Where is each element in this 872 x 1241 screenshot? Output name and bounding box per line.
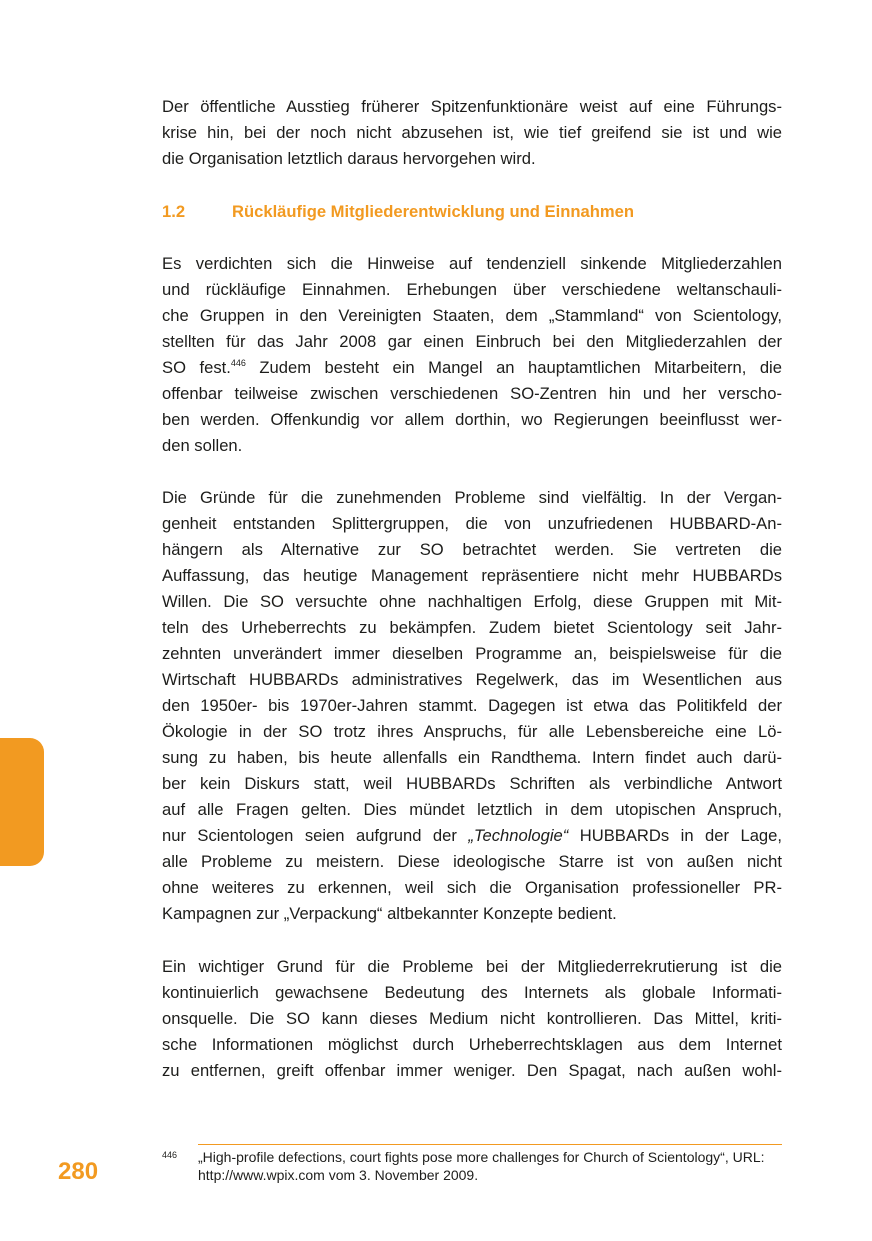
text-line: kontinuierlich gewachsene Bedeutung des Internets als globale Informati- — [162, 983, 782, 1002]
text-line: krise hin, bei der noch nicht abzusehen ist, wie tief greifend sie ist und wie — [162, 123, 782, 142]
footnote-url-line[interactable]: http://www.wpix.com vom 3. November 2009. — [198, 1167, 479, 1183]
emphasis-technologie: „Technologie“ — [468, 826, 569, 845]
text-line: sung zu haben, bis heute allenfalls ein Randthema. Intern findet auch darü- — [162, 748, 782, 767]
footnote-line: „High-profile defections, court fights pose more challenges for Church of Scientology“, URL: — [198, 1149, 765, 1165]
text-line: ohne weiteres zu erkennen, weil sich die Organisation professioneller PR- — [162, 878, 782, 897]
text-line: ber kein Diskurs statt, weil HUBBARDs Schriften als verbindliche Antwort — [162, 774, 782, 793]
section-title: Rückläufige Mitgliederentwicklung und Einnahmen — [232, 202, 634, 221]
paragraph-1 — [162, 251, 782, 459]
paragraph-2 — [162, 485, 782, 927]
text-line — [162, 355, 782, 381]
text-line: Es verdichten sich die Hinweise auf tendenziell sinkende Mitgliederzahlen — [162, 254, 782, 273]
text-fragment: SO fest. — [162, 358, 231, 377]
page-number: 280 — [58, 1158, 99, 1185]
text-line: auf alle Fragen gelten. Dies mündet letztlich in dem utopischen Anspruch, — [162, 800, 782, 819]
intro-paragraph — [162, 94, 782, 172]
text-line: alle Probleme zu meistern. Diese ideologische Starre ist von außen nicht — [162, 852, 782, 871]
text-fragment: HUBBARDs in der Lage, — [568, 826, 782, 845]
text-line: onsquelle. Die SO kann dieses Medium nicht kontrollieren. Das Mittel, kriti- — [162, 1009, 782, 1028]
text-line: hängern als Alternative zur SO betrachtet werden. Sie vertreten die — [162, 540, 782, 559]
text-line: Ökologie in der SO trotz ihres Anspruchs, für alle Lebensbereiche eine Lö- — [162, 722, 782, 741]
text-line: zu entfernen, greift offenbar immer weniger. Den Spagat, nach außen wohl- — [162, 1061, 782, 1080]
footnote-text — [198, 1148, 782, 1184]
text-line: genheit entstanden Splittergruppen, die von unzufriedenen HUBBARD-An- — [162, 514, 782, 533]
text-line: Ein wichtiger Grund für die Probleme bei der Mitgliederrekrutierung ist die — [162, 957, 782, 976]
footnote-number: 446 — [162, 1150, 178, 1160]
text-line: Wirtschaft HUBBARDs administratives Regelwerk, das im Wesentlichen aus — [162, 670, 782, 689]
section-number: 1.2 — [162, 202, 186, 221]
text-line: stellten für das Jahr 2008 gar einen Einbruch bei den Mitgliederzahlen der — [162, 332, 782, 351]
text-line: offenbar teilweise zwischen verschiedenen SO-Zentren hin und her verscho- — [162, 384, 782, 403]
text-line: Die Gründe für die zunehmenden Probleme sind vielfältig. In der Vergan- — [162, 488, 782, 507]
footnote-divider — [198, 1144, 782, 1145]
text-line: zehnten unverändert immer dieselben Programme an, beispielsweise für die — [162, 644, 782, 663]
text-fragment: nur Scientologen seien aufgrund der — [162, 826, 469, 845]
text-line — [162, 823, 782, 849]
footnote-reference[interactable]: 446 — [230, 358, 246, 368]
text-line: und rückläufige Einnahmen. Erhebungen über verschiedene weltanschauli- — [162, 280, 782, 299]
text-line: Der öffentliche Ausstieg früherer Spitzenfunktionäre weist auf eine Führungs- — [162, 97, 782, 116]
text-line: Auffassung, das heutige Management repräsentiere nicht mehr HUBBARDs — [162, 566, 782, 585]
paragraph-3 — [162, 954, 782, 1084]
text-fragment: Zudem besteht ein Mangel an hauptamtlichen Mitarbeitern, die — [245, 358, 782, 377]
text-line: den 1950er- bis 1970er-Jahren stammt. Dagegen ist etwa das Politikfeld der — [162, 696, 782, 715]
text-line: Kampagnen zur „Verpackung“ altbekannter Konzepte bedient. — [162, 904, 617, 923]
text-line: den sollen. — [162, 436, 243, 455]
text-line: che Gruppen in den Vereinigten Staaten, dem „Stammland“ von Scientology, — [162, 306, 782, 325]
text-line: teln des Urheberrechts zu bekämpfen. Zudem bietet Scientology seit Jahr- — [162, 618, 782, 637]
text-line: Willen. Die SO versuchte ohne nachhaltigen Erfolg, diese Gruppen mit Mit- — [162, 592, 782, 611]
text-line: die Organisation letztlich daraus hervorgehen wird. — [162, 149, 536, 168]
text-line: sche Informationen möglichst durch Urheberrechtsklagen aus dem Internet — [162, 1035, 782, 1054]
chapter-tab-marker — [0, 738, 44, 866]
text-line: ben werden. Offenkundig vor allem dorthin, wo Regierungen beeinflusst wer- — [162, 410, 782, 429]
section-heading — [162, 200, 634, 224]
